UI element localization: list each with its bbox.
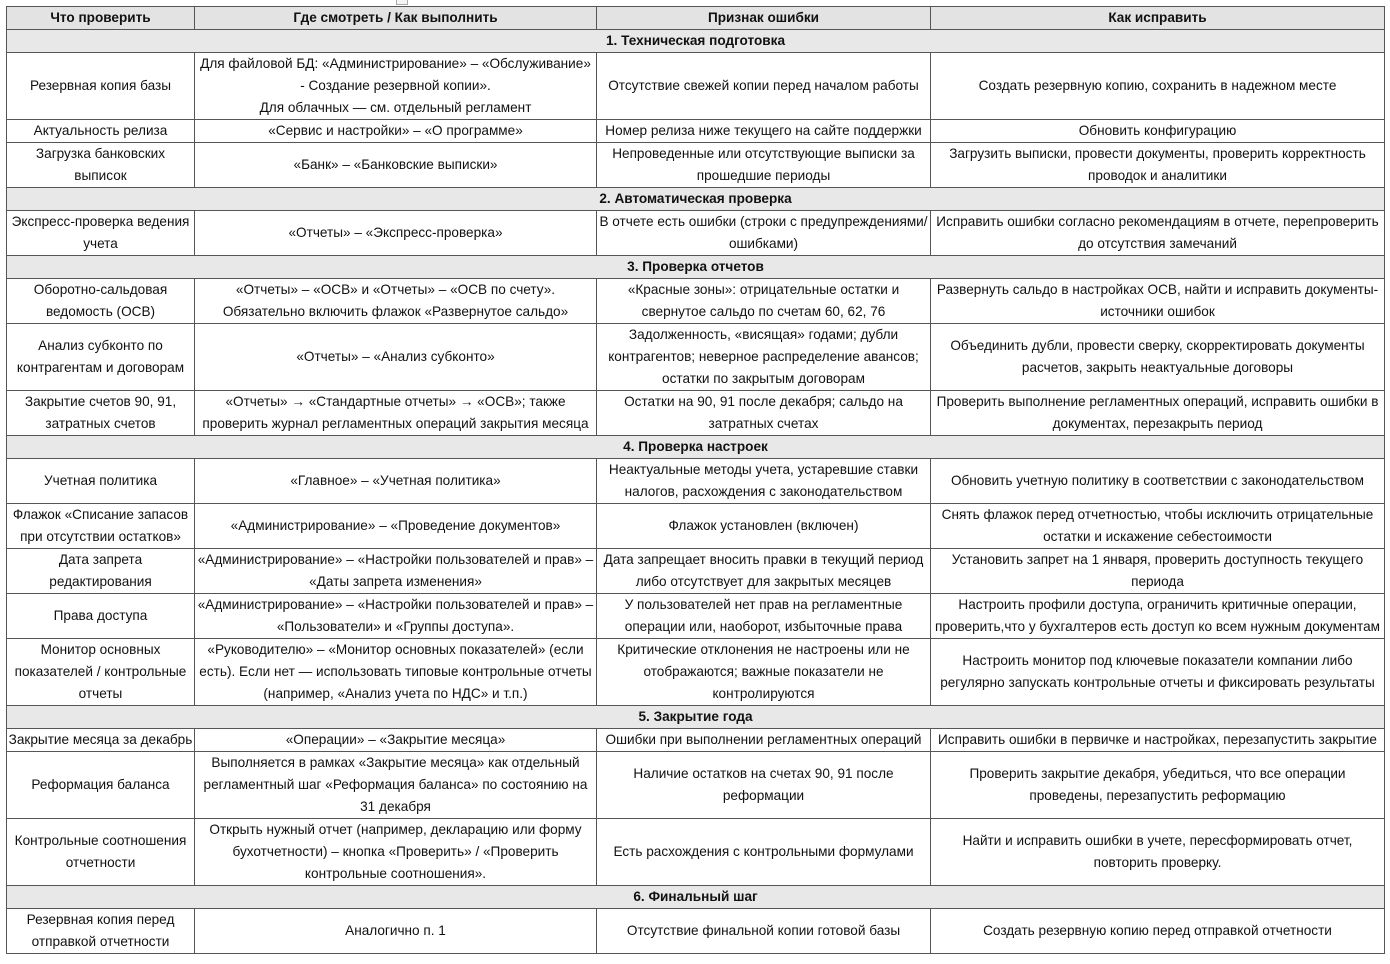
what-to-check-cell: Актуальность релиза <box>7 120 195 143</box>
where-to-look-cell: «Банк» – «Банковские выписки» <box>195 143 597 188</box>
where-to-look-cell: «Отчеты» → «Стандартные отчеты» → «ОСВ»; также проверить журнал регламентных операций закрытия месяца <box>195 391 597 436</box>
error-sign-cell: Ошибки при выполнении регламентных операций <box>597 729 931 752</box>
where-to-look-cell: «Руководителю» – «Монитор основных показателей» (если есть). Если нет — использовать типовые контрольные отчеты (например, «Анализ учета по НДС» и т.п.) <box>195 639 597 706</box>
how-to-fix-cell: Снять флажок перед отчетностью, чтобы исключить отрицательные остатки и искажение себестоимости <box>931 504 1385 549</box>
what-to-check-cell: Права доступа <box>7 594 195 639</box>
section-title: 2. Автоматическая проверка <box>7 188 1385 211</box>
where-to-look-cell: «Главное» – «Учетная политика» <box>195 459 597 504</box>
error-sign-cell: Флажок установлен (включен) <box>597 504 931 549</box>
error-sign-cell: «Красные зоны»: отрицательные остатки и свернутое сальдо по счетам 60, 62, 76 <box>597 279 931 324</box>
error-sign-cell: В отчете есть ошибки (строки с предупреждениями/ошибками) <box>597 211 931 256</box>
how-to-fix-cell: Проверить закрытие декабря, убедиться, что все операции проведены, перезапустить реформацию <box>931 752 1385 819</box>
section-row <box>7 436 1385 459</box>
header-what-to-check: Что проверить <box>7 7 195 30</box>
section-row <box>7 188 1385 211</box>
where-to-look-cell: Аналогично п. 1 <box>195 909 597 954</box>
where-to-look-cell: «Отчеты» – «ОСВ» и «Отчеты» – «ОСВ по счету». Обязательно включить флажок «Развернутое сальдо» <box>195 279 597 324</box>
how-to-fix-cell: Проверить выполнение регламентных операций, исправить ошибки в документах, перезакрыть период <box>931 391 1385 436</box>
table-row <box>7 594 1385 639</box>
table-row <box>7 459 1385 504</box>
how-to-fix-cell: Загрузить выписки, провести документы, проверить корректность проводок и аналитики <box>931 143 1385 188</box>
error-sign-cell: Отсутствие финальной копии готовой базы <box>597 909 931 954</box>
table-row <box>7 143 1385 188</box>
what-to-check-cell: Закрытие месяца за декабрь <box>7 729 195 752</box>
table-row <box>7 279 1385 324</box>
how-to-fix-cell: Настроить монитор под ключевые показатели компании либо регулярно запускать контрольные отчеты и фиксировать результаты <box>931 639 1385 706</box>
where-to-look-cell: «Сервис и настройки» – «О программе» <box>195 120 597 143</box>
table-row <box>7 53 1385 120</box>
where-to-look-cell: «Операции» – «Закрытие месяца» <box>195 729 597 752</box>
error-sign-cell: У пользователей нет прав на регламентные операции или, наоборот, избыточные права <box>597 594 931 639</box>
how-to-fix-cell: Исправить ошибки согласно рекомендациям в отчете, перепроверить до отсутствия замечаний <box>931 211 1385 256</box>
section-row <box>7 886 1385 909</box>
table-row <box>7 549 1385 594</box>
how-to-fix-cell: Настроить профили доступа, ограничить критичные операции, проверить,что у бухгалтеров есть доступ ко всем нужным документам <box>931 594 1385 639</box>
table-row <box>7 211 1385 256</box>
what-to-check-cell: Загрузка банковских выписок <box>7 143 195 188</box>
what-to-check-cell: Флажок «Списание запасов при отсутствии остатков» <box>7 504 195 549</box>
table-row <box>7 391 1385 436</box>
where-to-look-cell: Для файловой БД: «Администрирование» – «Обслуживание» - Создание резервной копии». Для облачных — см. отдельный регламент <box>195 53 597 120</box>
error-sign-cell: Непроведенные или отсутствующие выписки за прошедшие периоды <box>597 143 931 188</box>
table-body <box>7 30 1385 954</box>
where-to-look-cell: «Отчеты» – «Экспресс-проверка» <box>195 211 597 256</box>
section-row <box>7 30 1385 53</box>
how-to-fix-cell: Исправить ошибки в первичке и настройках, перезапустить закрытие <box>931 729 1385 752</box>
section-title: 4. Проверка настроек <box>7 436 1385 459</box>
section-row <box>7 706 1385 729</box>
table-row <box>7 504 1385 549</box>
header-error-sign: Признак ошибки <box>597 7 931 30</box>
what-to-check-cell: Учетная политика <box>7 459 195 504</box>
error-sign-cell: Номер релиза ниже текущего на сайте поддержки <box>597 120 931 143</box>
section-title: 6. Финальный шаг <box>7 886 1385 909</box>
section-title: 5. Закрытие года <box>7 706 1385 729</box>
what-to-check-cell: Резервная копия перед отправкой отчетности <box>7 909 195 954</box>
table-row <box>7 324 1385 391</box>
where-to-look-cell: «Администрирование» – «Настройки пользователей и прав» – «Даты запрета изменения» <box>195 549 597 594</box>
header-where-to-look: Где смотреть / Как выполнить <box>195 7 597 30</box>
what-to-check-cell: Оборотно-сальдовая ведомость (ОСВ) <box>7 279 195 324</box>
table-row <box>7 639 1385 706</box>
error-sign-cell: Отсутствие свежей копии перед началом работы <box>597 53 931 120</box>
error-sign-cell: Критические отклонения не настроены или не отображаются; важные показатели не контролируются <box>597 639 931 706</box>
error-sign-cell: Неактуальные методы учета, устаревшие ставки налогов, расхождения с законодательством <box>597 459 931 504</box>
what-to-check-cell: Закрытие счетов 90, 91, затратных счетов <box>7 391 195 436</box>
table-row <box>7 909 1385 954</box>
how-to-fix-cell: Найти и исправить ошибки в учете, пересформировать отчет, повторить проверку. <box>931 819 1385 886</box>
header-how-to-fix: Как исправить <box>931 7 1385 30</box>
where-to-look-cell: «Администрирование» – «Настройки пользователей и прав» – «Пользователи» и «Группы доступа». <box>195 594 597 639</box>
where-to-look-cell: Выполняется в рамках «Закрытие месяца» как отдельный регламентный шаг «Реформация баланса» по состоянию на 31 декабря <box>195 752 597 819</box>
how-to-fix-cell: Объединить дубли, провести сверку, скорректировать документы расчетов, закрыть неактуальные договоры <box>931 324 1385 391</box>
error-sign-cell: Задолженность, «висящая» годами; дубли контрагентов; неверное распределение авансов; остатки по закрытым договорам <box>597 324 931 391</box>
what-to-check-cell: Реформация баланса <box>7 752 195 819</box>
where-to-look-cell: Открыть нужный отчет (например, декларацию или форму бухотчетности) – кнопка «Проверить» / «Проверить контрольные соотношения». <box>195 819 597 886</box>
how-to-fix-cell: Обновить конфигурацию <box>931 120 1385 143</box>
what-to-check-cell: Экспресс-проверка ведения учета <box>7 211 195 256</box>
what-to-check-cell: Резервная копия базы <box>7 53 195 120</box>
header-row <box>7 7 1385 30</box>
table-row <box>7 819 1385 886</box>
how-to-fix-cell: Обновить учетную политику в соответствии с законодательством <box>931 459 1385 504</box>
how-to-fix-cell: Развернуть сальдо в настройках ОСВ, найти и исправить документы-источники ошибок <box>931 279 1385 324</box>
how-to-fix-cell: Установить запрет на 1 января, проверить доступность текущего периода <box>931 549 1385 594</box>
error-sign-cell: Остатки на 90, 91 после декабря; сальдо на затратных счетах <box>597 391 931 436</box>
error-sign-cell: Наличие остатков на счетах 90, 91 после реформации <box>597 752 931 819</box>
checklist-table <box>6 6 1385 954</box>
what-to-check-cell: Контрольные соотношения отчетности <box>7 819 195 886</box>
table-row <box>7 729 1385 752</box>
what-to-check-cell: Анализ субконто по контрагентам и договорам <box>7 324 195 391</box>
error-sign-cell: Есть расхождения с контрольными формулами <box>597 819 931 886</box>
section-title: 1. Техническая подготовка <box>7 30 1385 53</box>
how-to-fix-cell: Создать резервную копию перед отправкой отчетности <box>931 909 1385 954</box>
table-row <box>7 752 1385 819</box>
section-title: 3. Проверка отчетов <box>7 256 1385 279</box>
what-to-check-cell: Дата запрета редактирования <box>7 549 195 594</box>
table-row <box>7 120 1385 143</box>
where-to-look-cell: «Администрирование» – «Проведение документов» <box>195 504 597 549</box>
error-sign-cell: Дата запрещает вносить правки в текущий период либо отсутствует для закрытых месяцев <box>597 549 931 594</box>
what-to-check-cell: Монитор основных показателей / контрольные отчеты <box>7 639 195 706</box>
section-row <box>7 256 1385 279</box>
sheet-edge-marker <box>396 0 408 5</box>
how-to-fix-cell: Создать резервную копию, сохранить в надежном месте <box>931 53 1385 120</box>
where-to-look-cell: «Отчеты» – «Анализ субконто» <box>195 324 597 391</box>
